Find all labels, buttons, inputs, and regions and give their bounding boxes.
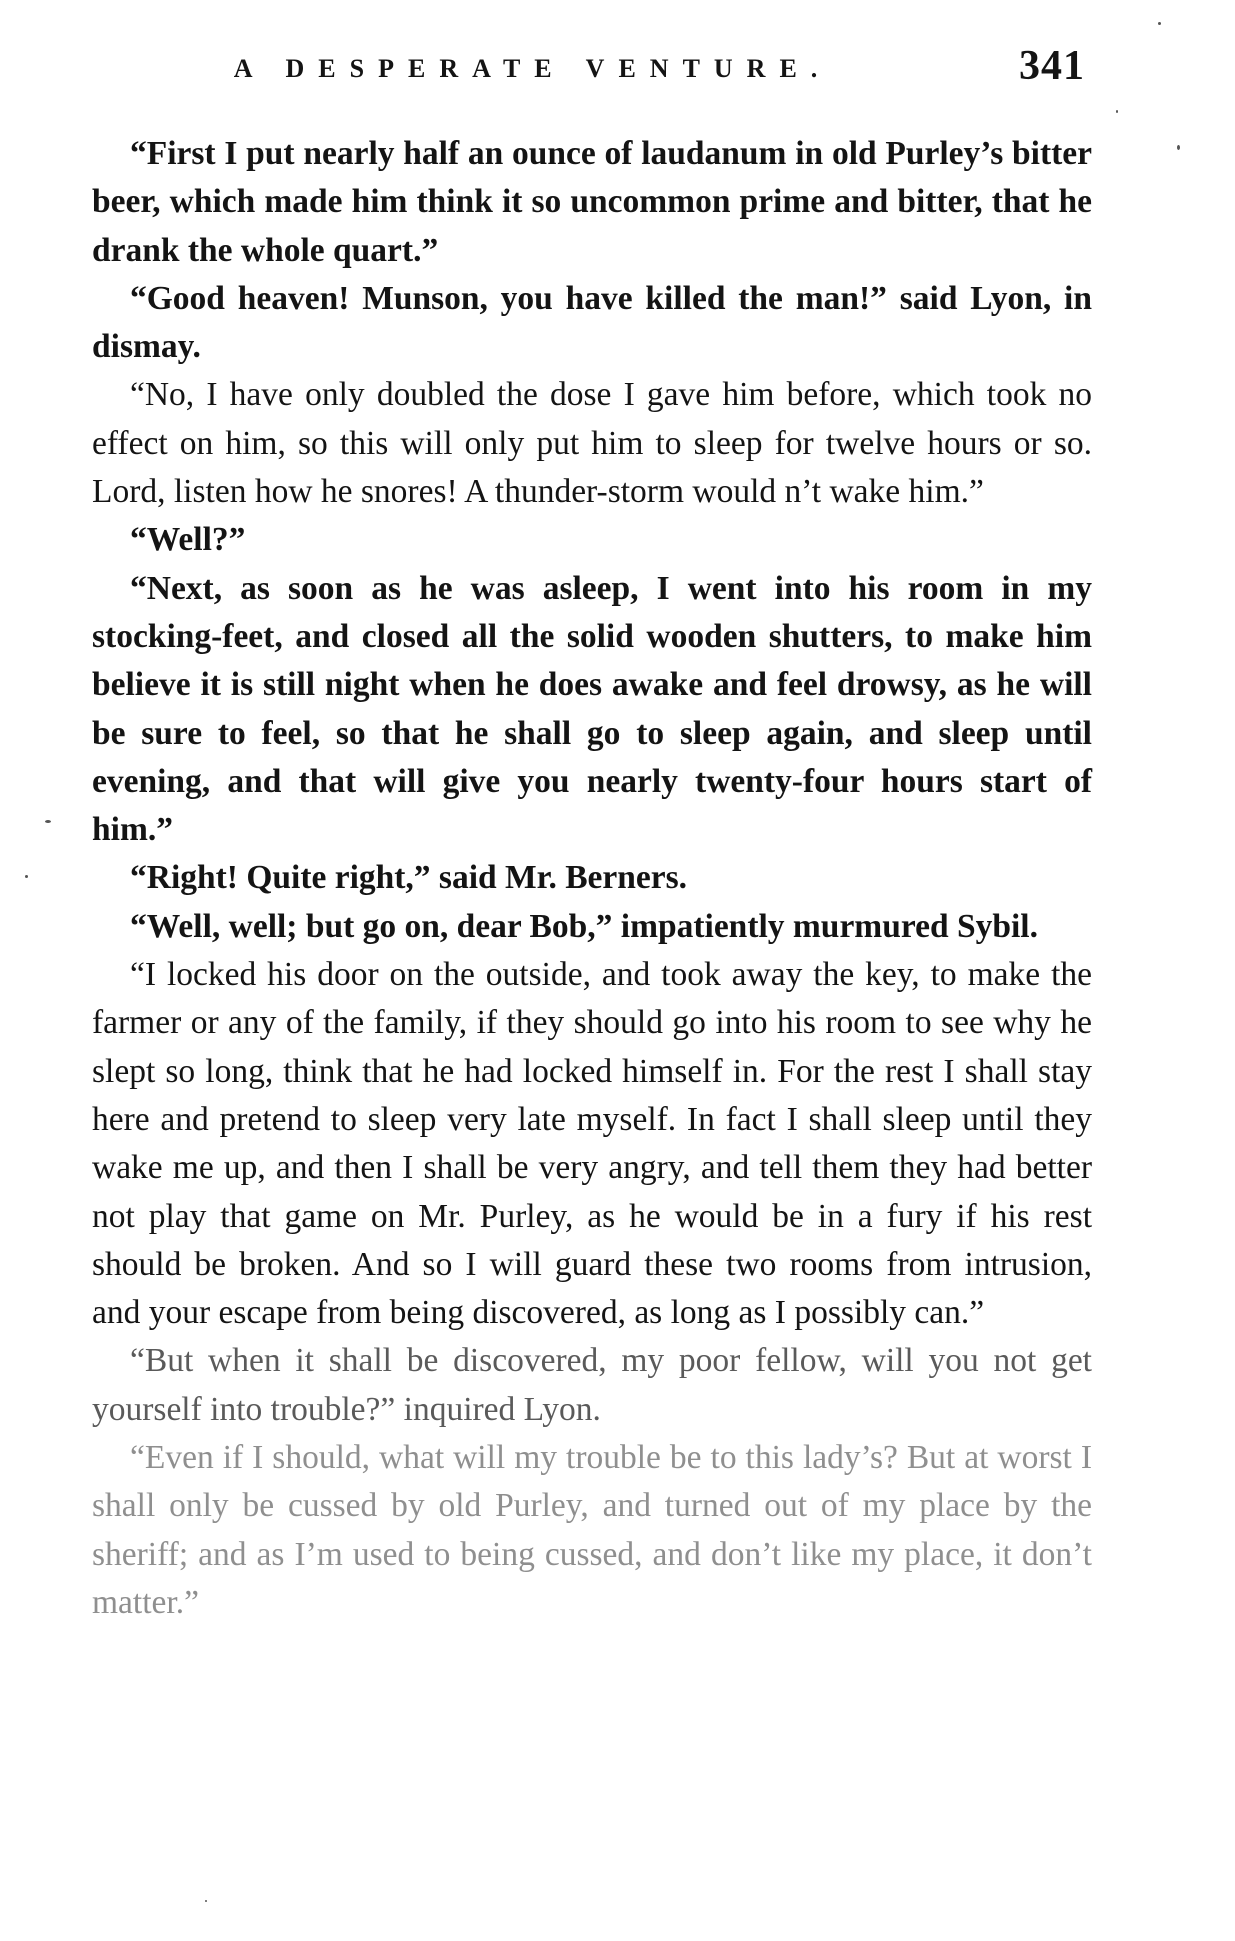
paragraph: “First I put nearly half an ounce of laudanum in old Purley’s bitter beer, which made him think it so uncommon prime and bitter, that he drank the whole quart.” xyxy=(92,135,1092,269)
paragraph: “Good heaven! Munson, you have killed the man!” said Lyon, in dismay. xyxy=(92,279,1092,366)
paragraph: “Well?” xyxy=(130,521,246,559)
paragraph: “Even if I should, what will my trouble be to this lady’s? But at worst I shall only be cussed by old Purley, and turned out of my place by the sheriff; and as I’m used to being cussed, and don’t like my place, it don’t matter.” xyxy=(92,1439,1092,1621)
paper-speck xyxy=(45,820,51,823)
paragraph: “Right! Quite right,” said Mr. Berners. xyxy=(130,859,688,897)
paragraph: “I locked his door on the outside, and took away the key, to make the farmer or any of the family, if they should go into his room to see why he slept so long, think that he had locked himself in. For the rest I shall stay here and pretend to sleep very late myself. In fact I shall sleep until they wake me up, and then I shall be very angry, and tell them they had better not play that game on Mr. Purley, as he would be in a fury if his rest should be broken. And so I will guard these two rooms from intrusion, and your escape from being discovered, as long as I possibly can.” xyxy=(92,956,1092,1332)
paper-speck xyxy=(25,875,28,878)
paragraph: “Next, as soon as he was asleep, I went into his room in my stocking-feet, and closed all the solid wooden shutters, to make him believe it is still night when he does awake and feel drowsy, as he will be sure to feel, so that he shall go to sleep again, and sleep until evening, and that will give you nearly twenty-four hours start of him.” xyxy=(92,569,1092,849)
paragraph: “No, I have only doubled the dose I gave him before, which took no effect on him, so this will only put him to sleep for twelve hours or so. Lord, listen how he snores! A thunder-storm would n’t wake him.” xyxy=(92,376,1092,511)
running-title: A DESPERATE VENTURE. xyxy=(233,54,832,83)
paper-speck xyxy=(205,1900,207,1902)
paragraph: “Well, well; but go on, dear Bob,” impatiently murmured Sybil. xyxy=(130,907,1038,945)
paper-speck xyxy=(1116,110,1118,113)
running-head xyxy=(90,42,1105,102)
body-text xyxy=(92,130,1092,1627)
paragraph: “But when it shall be discovered, my poor fellow, will you not get yourself into trouble?” inquired Lyon. xyxy=(92,1342,1092,1428)
paper-speck xyxy=(1177,145,1180,150)
page-number: 341 xyxy=(1019,43,1085,89)
paper-speck xyxy=(1158,22,1161,25)
